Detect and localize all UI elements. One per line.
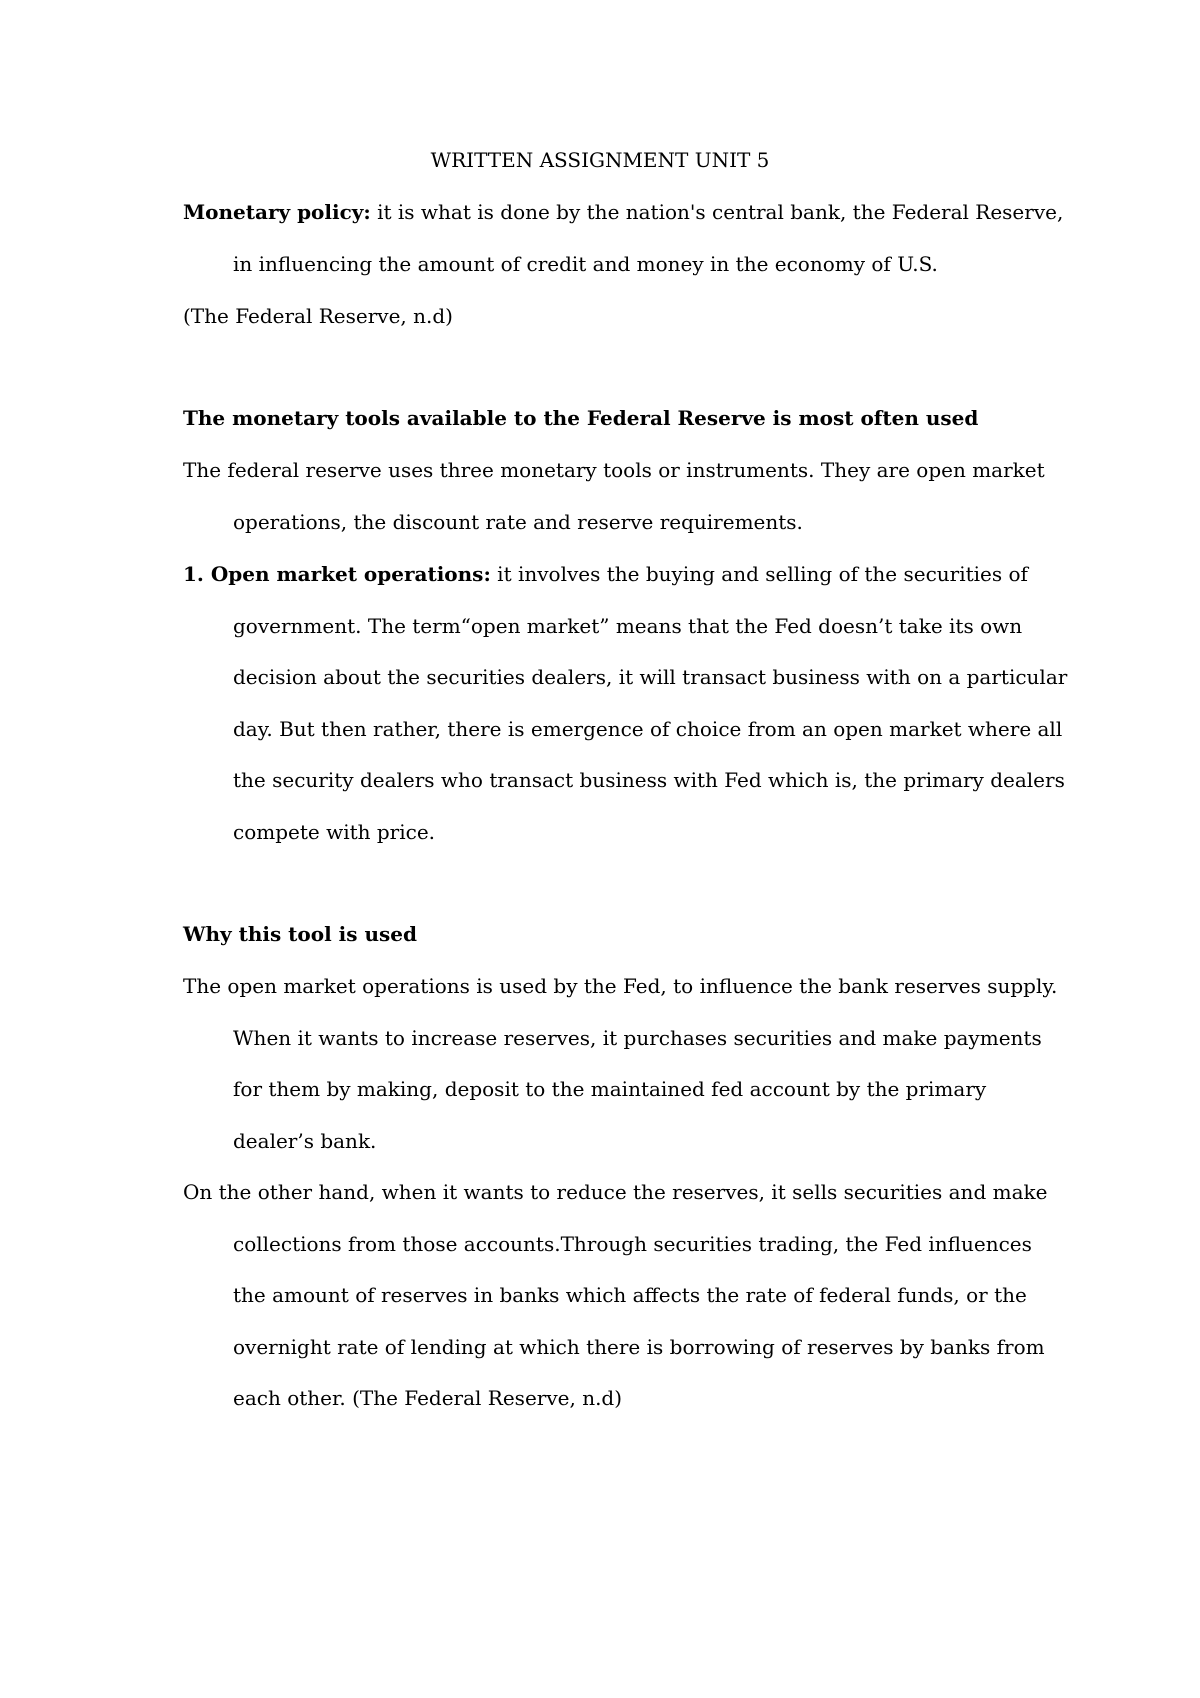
- monetary-policy-citation: (The Federal Reserve, n.d): [183, 304, 453, 328]
- why-p1-line-2: When it wants to increase reserves, it purchases securities and make payments: [233, 1026, 1042, 1050]
- why-p2-line-4: overnight rate of lending at which there is borrowing of reserves by banks from: [233, 1335, 1045, 1359]
- why-p2-line-5: each other. (The Federal Reserve, n.d): [233, 1386, 623, 1410]
- monetary-policy-term: Monetary policy:: [183, 200, 371, 224]
- why-p1-line-3: for them by making, deposit to the maintained fed account by the primary: [233, 1077, 987, 1101]
- monetary-policy-line-1: [183, 200, 1063, 224]
- why-p1-line-4: dealer’s bank.: [233, 1129, 377, 1153]
- open-market-line-2: government. The term“open market” means that the Fed doesn’t take its own: [233, 614, 1023, 638]
- open-market-line-4: day. But then rather, there is emergence of choice from an open market where all: [233, 717, 1063, 741]
- why-p1-line-1: The open market operations is used by the Fed, to influence the bank reserves supply.: [183, 974, 1058, 998]
- open-market-line-3: decision about the securities dealers, it will transact business with on a particular: [233, 665, 1068, 689]
- open-market-term: 1. Open market operations:: [183, 562, 491, 586]
- open-market-line-1: [183, 562, 1028, 586]
- why-heading: [183, 922, 417, 946]
- tools-line-1: The federal reserve uses three monetary tools or instruments. They are open market: [183, 458, 1045, 482]
- why-heading-text: Why this tool is used: [183, 922, 417, 946]
- open-market-line-5: the security dealers who transact business with Fed which is, the primary dealers: [233, 768, 1065, 792]
- open-market-line-6: compete with price.: [233, 820, 436, 844]
- why-p2-line-3: the amount of reserves in banks which affects the rate of federal funds, or the: [233, 1283, 1027, 1307]
- tools-heading: [183, 406, 978, 430]
- monetary-policy-text-1: it is what is done by the nation's central bank, the Federal Reserve,: [370, 200, 1064, 224]
- tools-line-2: operations, the discount rate and reserve requirements.: [233, 510, 803, 534]
- monetary-policy-line-2: in influencing the amount of credit and money in the economy of U.S.: [233, 252, 938, 276]
- document-title: WRITTEN ASSIGNMENT UNIT 5: [430, 148, 770, 172]
- why-p2-line-1: On the other hand, when it wants to reduce the reserves, it sells securities and make: [183, 1180, 1048, 1204]
- why-p2-line-2: collections from those accounts.Through securities trading, the Fed influences: [233, 1232, 1032, 1256]
- open-market-text-1: it involves the buying and selling of the securities of: [490, 562, 1028, 586]
- tools-heading-text: The monetary tools available to the Federal Reserve is most often used: [183, 406, 979, 430]
